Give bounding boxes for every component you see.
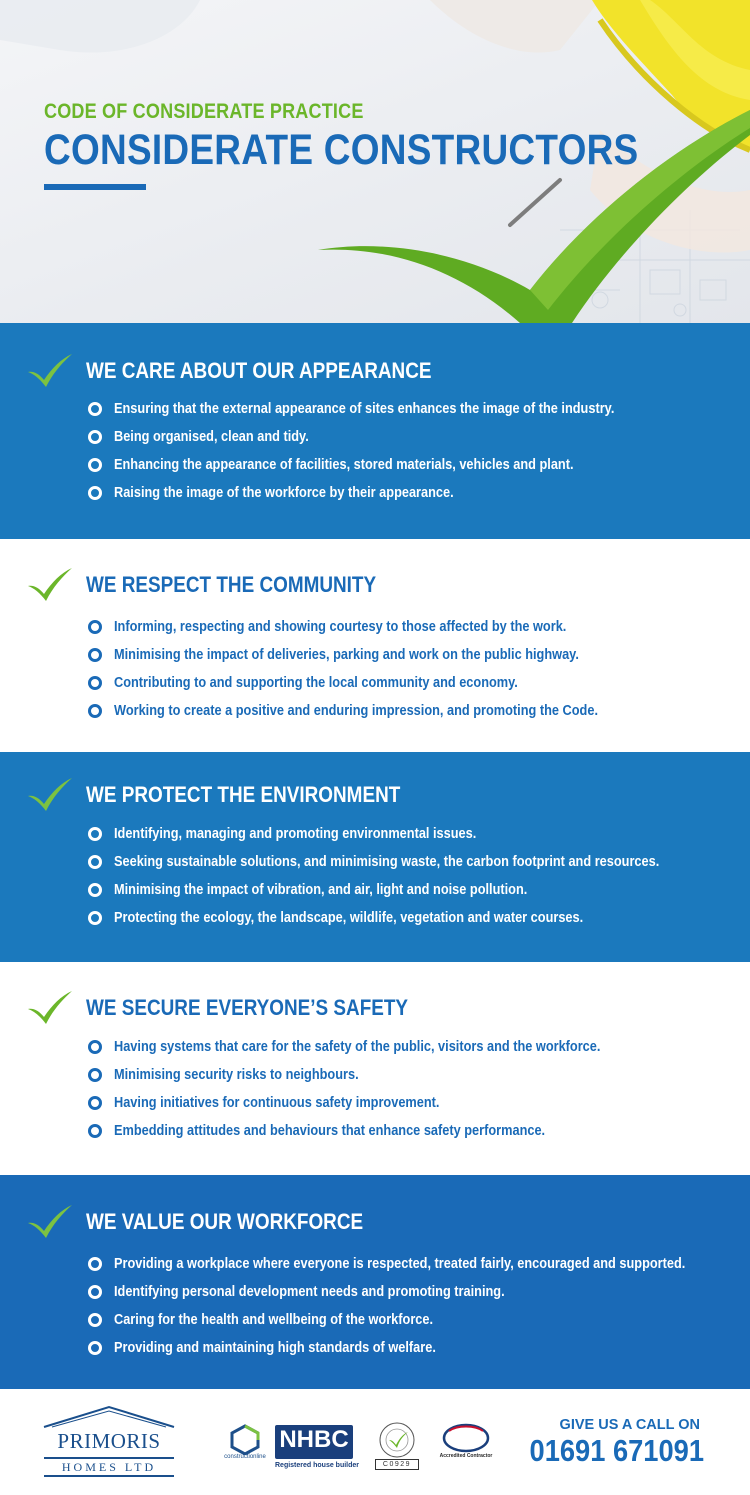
chas-caption: Accredited Contractor xyxy=(439,1453,493,1459)
ring-bullet-icon xyxy=(88,1068,102,1082)
section-community xyxy=(0,539,750,752)
section-title: WE PROTECT THE ENVIRONMENT xyxy=(86,782,401,807)
list-item: Having systems that care for the safety of the public, visitors and the workforce. xyxy=(88,1033,667,1061)
bullet-list xyxy=(88,1250,750,1362)
list-item: Providing and maintaining high standards of welfare. xyxy=(88,1334,750,1362)
bullet-list xyxy=(88,395,683,507)
ring-bullet-icon xyxy=(88,1040,102,1054)
section-title: WE VALUE OUR WORKFORCE xyxy=(86,1209,364,1234)
roof-icon xyxy=(42,1405,176,1429)
ring-bullet-icon xyxy=(88,883,102,897)
check-icon xyxy=(26,567,74,603)
list-item: Embedding attitudes and behaviours that enhance safety performance. xyxy=(88,1117,667,1145)
list-item: Being organised, clean and tidy. xyxy=(88,423,683,451)
ring-bullet-icon xyxy=(88,827,102,841)
ring-bullet-icon xyxy=(88,486,102,500)
list-item: Caring for the health and wellbeing of the workforce. xyxy=(88,1306,750,1334)
ring-bullet-icon xyxy=(88,1285,102,1299)
list-item: Minimising the impact of vibration, and air, light and noise pollution. xyxy=(88,876,734,904)
list-item: Identifying, managing and promoting environmental issues. xyxy=(88,820,734,848)
bullet-list xyxy=(88,820,734,932)
bullet-list xyxy=(88,613,664,725)
logo-rule xyxy=(44,1457,174,1459)
footer xyxy=(0,1389,750,1495)
list-item: Minimising the impact of deliveries, parking and work on the public highway. xyxy=(88,641,664,669)
ring-bullet-icon xyxy=(88,430,102,444)
ring-bullet-icon xyxy=(88,402,102,416)
primoris-logo[interactable] xyxy=(42,1405,176,1477)
chas-logo xyxy=(437,1423,495,1473)
list-item: Contributing to and supporting the local community and economy. xyxy=(88,669,664,697)
section-title: WE SECURE EVERYONE’S SAFETY xyxy=(86,995,409,1020)
check-icon xyxy=(26,353,74,389)
hero-banner xyxy=(0,0,750,323)
ring-bullet-icon xyxy=(88,1124,102,1138)
list-item: Minimising security risks to neighbours. xyxy=(88,1061,667,1089)
ring-bullet-icon xyxy=(88,704,102,718)
cc-seal-icon xyxy=(372,1421,422,1459)
constructionline-text: constructionline xyxy=(224,1454,266,1460)
ring-bullet-icon xyxy=(88,855,102,869)
check-icon xyxy=(26,990,74,1026)
nhbc-caption: Registered house builder xyxy=(275,1462,360,1469)
section-title: WE CARE ABOUT OUR APPEARANCE xyxy=(86,358,432,383)
check-icon xyxy=(26,777,74,813)
ring-bullet-icon xyxy=(88,620,102,634)
list-item: Ensuring that the external appearance of sites enhances the image of the industry. xyxy=(88,395,683,423)
page-subtitle: CODE OF CONSIDERATE PRACTICE xyxy=(44,100,364,123)
logo-homes-text: HOMES LTD xyxy=(61,1460,157,1474)
section-title: WE RESPECT THE COMMUNITY xyxy=(86,572,377,597)
ring-bullet-icon xyxy=(88,911,102,925)
cc-registration-number: C0929 xyxy=(375,1459,419,1470)
list-item: Providing a workplace where everyone is respected, treated fairly, encouraged and supported. xyxy=(88,1250,750,1278)
check-icon xyxy=(26,1204,74,1240)
ring-bullet-icon xyxy=(88,1096,102,1110)
chas-mark-icon xyxy=(437,1423,495,1453)
logo-rule xyxy=(44,1475,174,1477)
list-item: Seeking sustainable solutions, and minimising waste, the carbon footprint and resources. xyxy=(88,848,734,876)
phone-number-link[interactable]: 01691 671091 xyxy=(529,1433,704,1468)
section-safety xyxy=(0,962,750,1175)
list-item: Enhancing the appearance of facilities, stored materials, vehicles and plant. xyxy=(88,451,683,479)
constructionline-logo xyxy=(220,1423,270,1463)
ring-bullet-icon xyxy=(88,458,102,472)
ring-bullet-icon xyxy=(88,1257,102,1271)
ring-bullet-icon xyxy=(88,648,102,662)
section-environment xyxy=(0,752,750,962)
list-item: Protecting the ecology, the landscape, wildlife, vegetation and water courses. xyxy=(88,904,734,932)
section-workforce xyxy=(0,1175,750,1389)
hexagon-logo-icon xyxy=(220,1423,270,1455)
logo-primoris-text: PRIMORIS xyxy=(57,1429,161,1453)
ring-bullet-icon xyxy=(88,1313,102,1327)
list-item: Identifying personal development needs and promoting training. xyxy=(88,1278,750,1306)
list-item: Having initiatives for continuous safety improvement. xyxy=(88,1089,667,1117)
call-label: GIVE US A CALL ON xyxy=(559,1417,700,1433)
ring-bullet-icon xyxy=(88,676,102,690)
section-appearance xyxy=(0,323,750,539)
list-item: Raising the image of the workforce by their appearance. xyxy=(88,479,683,507)
nhbc-mark: NHBC xyxy=(279,1426,349,1453)
list-item: Informing, respecting and showing courtesy to those affected by the work. xyxy=(88,613,664,641)
nhbc-logo xyxy=(275,1425,353,1459)
ring-bullet-icon xyxy=(88,1341,102,1355)
considerate-constructors-logo xyxy=(372,1421,422,1473)
title-underline xyxy=(44,184,146,190)
list-item: Working to create a positive and enduring impression, and promoting the Code. xyxy=(88,697,664,725)
page-title: CONSIDERATE CONSTRUCTORS xyxy=(44,126,639,174)
bullet-list xyxy=(88,1033,667,1145)
